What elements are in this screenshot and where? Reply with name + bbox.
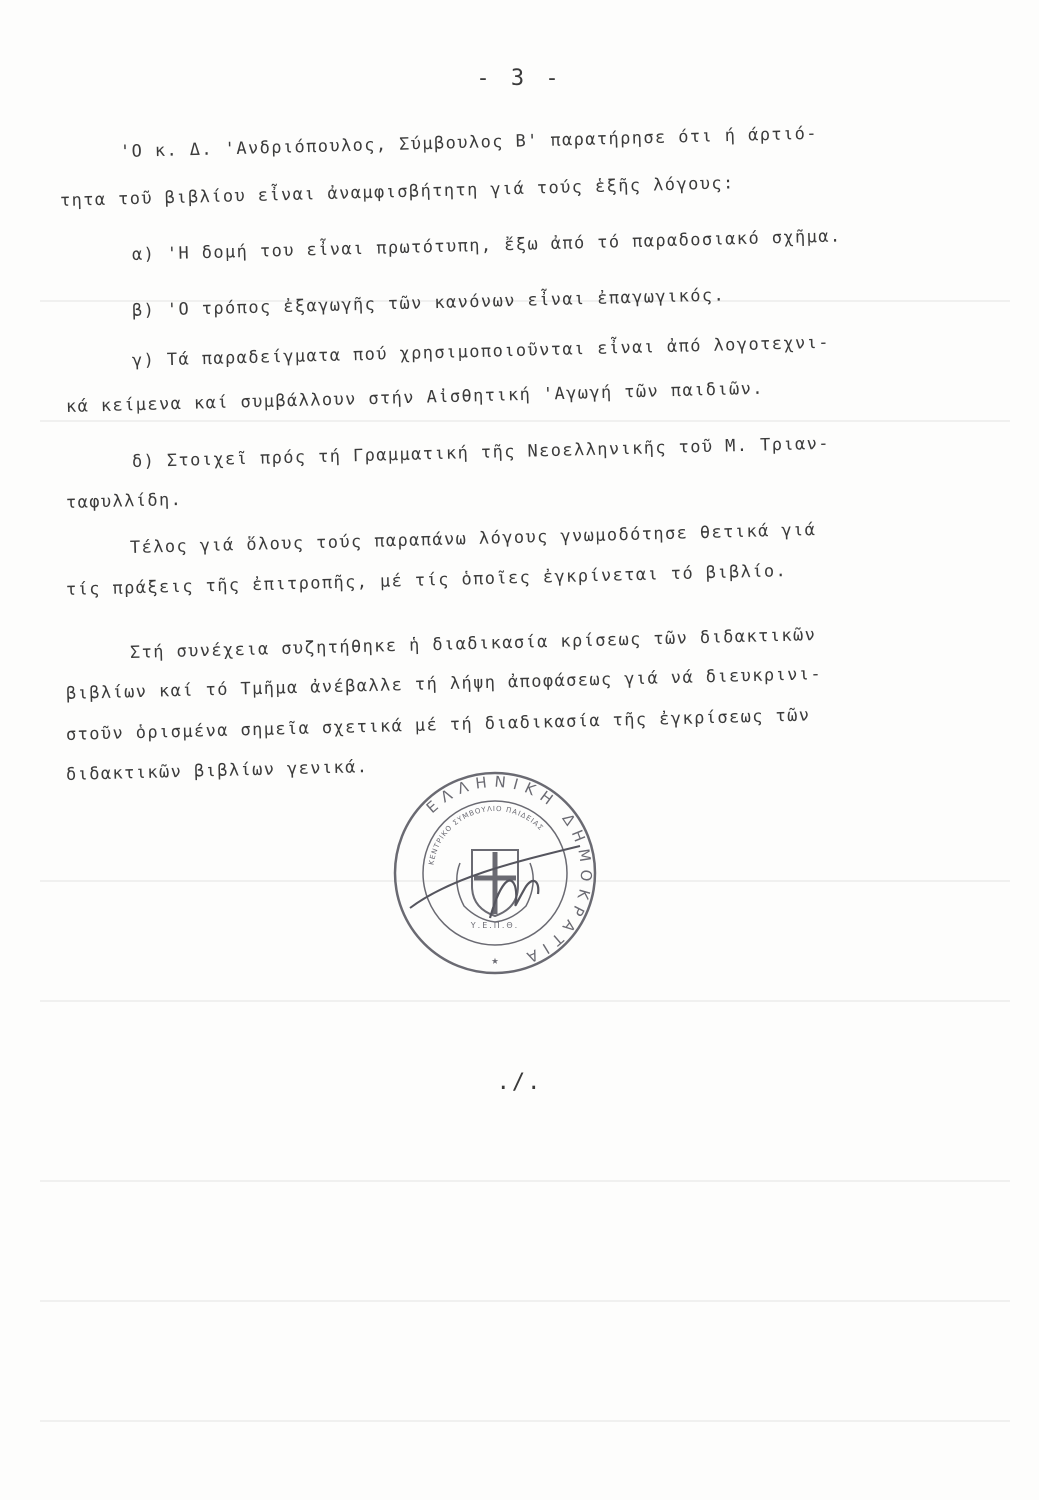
bleed-through-line [40,1300,1010,1302]
paragraph-3-line-2: βιβλίων καί τό Τμῆμα ἀνέβαλλε τή λήψη ἀποφάσεως γιά νά διευκρινι- [65,664,823,704]
paragraph-3-line-1: Στή συνέχεια συζητήθηκε ἡ διαδικασία κρίσεως τῶν διδακτικῶν [129,625,817,663]
stamp-outer-text: ΕΛΛΗΝΙΚΗ ΔΗΜΟΚΡΑΤΙΑ [422,772,596,969]
item-c-line-1: γ) Τά παραδείγματα πού χρησιμοποιοῦνται εἶναι ἀπό λογοτεχνι- [131,332,831,371]
paragraph-3-line-4: διδακτικῶν βιβλίων γενικά. [65,757,369,785]
bleed-through-line [40,1420,1010,1422]
paragraph-3-line-3: στοῦν ὁρισμένα σημεῖα σχετικά μέ τή διαδικασία τῆς ἐγκρίσεως τῶν [65,705,811,745]
stamp-bottom-text: Υ.Ε.Π.Θ. [470,921,520,930]
item-d-line-2: ταφυλλίδη. [65,489,183,513]
paragraph-2-line-1: Τέλος γιά ὅλους τούς παραπάνω λόγους γνωμοδότησε θετικά γιά [129,520,817,558]
star-icon: ★ [491,953,499,967]
paragraph-1-line-1: 'Ο κ. Δ. 'Ανδριόπουλος, Σύμβουλος Β' παρατήρησε ότι ή άρτιό- [119,123,819,162]
page-number: - 3 - [476,66,563,91]
bleed-through-line [40,420,1010,422]
continuation-marker: ./. [496,1070,543,1095]
item-c-line-2: κά κείμενα καί συμβάλλουν στήν Αἰσθητική 'Αγωγή τῶν παιδιῶν. [65,378,765,417]
official-seal-stamp [390,768,600,978]
bleed-through-line [40,1180,1010,1182]
paragraph-2-line-2: τίς πράξεις τῆς ἐπιτροπῆς, μέ τίς ὁποῖες ἐγκρίνεται τό βιβλίο. [65,561,788,600]
item-d-line-1: δ) Στοιχεῖ πρός τή Γραμματική τῆς Νεοελληνικῆς τοῦ Μ. Τριαν- [131,433,831,472]
stamp-inner-text: ΚΕΝΤΡΙΚΟ ΣΥΜΒΟΥΛΙΟ ΠΑΙΔΕΙΑΣ [427,804,546,866]
item-a: α) 'Η δομή του εἶναι πρωτότυπη, ἔξω ἀπό τό παραδοσιακό σχῆμα. [131,226,842,265]
bleed-through-line [40,1000,1010,1002]
paragraph-1-line-2: τητα τοῦ βιβλίου εἶναι ἀναμφισβήτητη γιά τούς ἑξῆς λόγους: [59,173,735,211]
item-b: β) 'Ο τρόπος ἐξαγωγῆς τῶν κανόνων εἶναι ἐπαγωγικός. [131,285,726,321]
